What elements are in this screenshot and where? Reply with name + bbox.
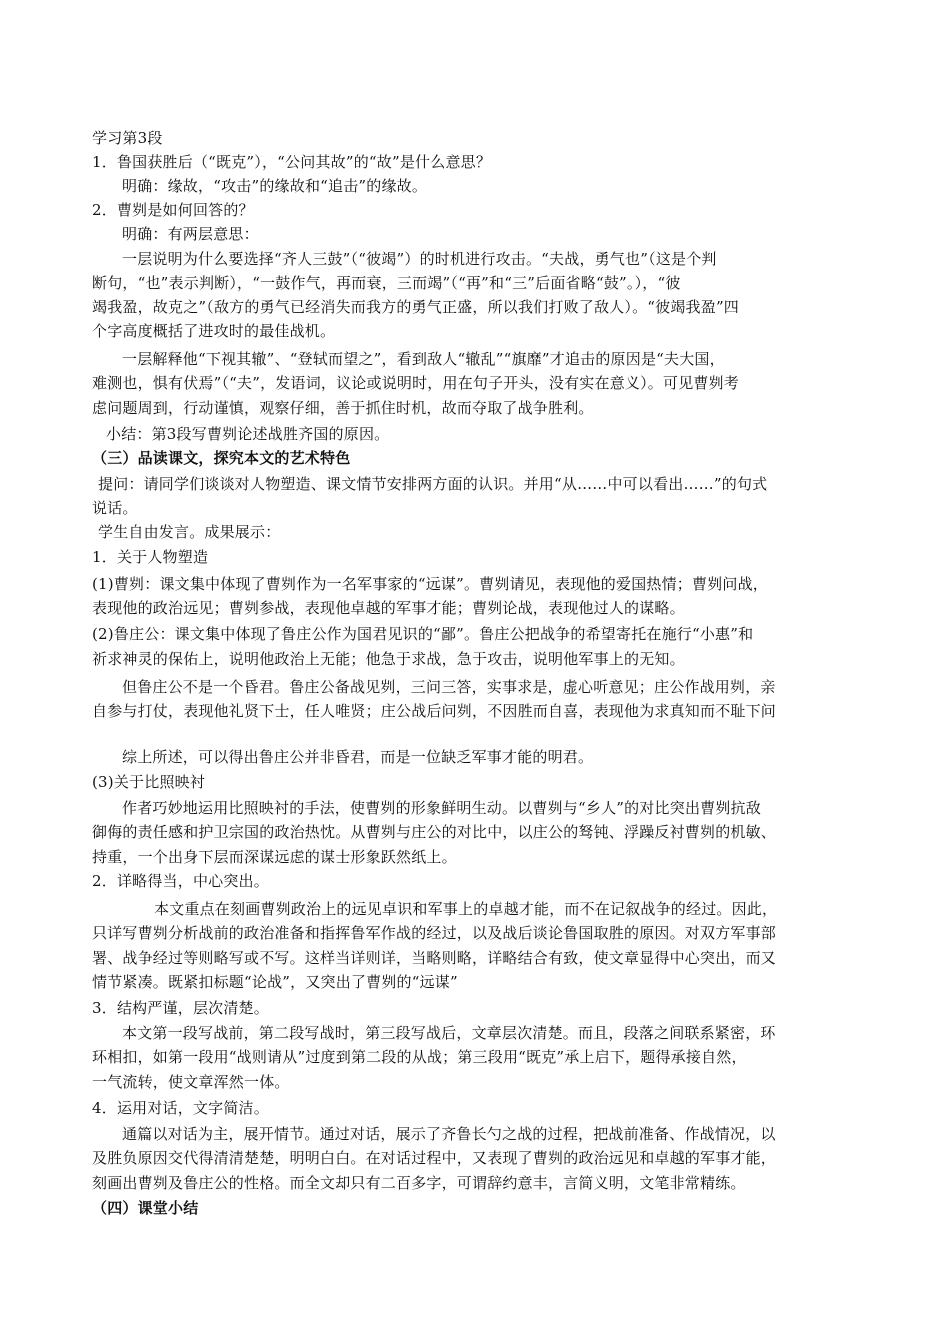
section-heading-4: （四）课堂小结 xyxy=(92,1199,199,1217)
paragraph-line: 个字高度概括了进攻时的最佳战机。 xyxy=(92,322,336,340)
paragraph-line: 只详写曹刿分析战前的政治准备和指挥鲁军作战的经过，以及战后谈论鲁国取胜的原因。对双方军事部 xyxy=(92,924,777,942)
paragraph-line: 一气流转，使文章浑然一体。 xyxy=(92,1073,290,1091)
answer-2-intro: 明确：有两层意思： xyxy=(122,225,259,243)
paragraph-line: 但鲁庄公不是一个昏君。鲁庄公备战见刿，三问三答，实事求是，虚心听意见；庄公作战用刿，亲 xyxy=(122,678,776,696)
paragraph-line: 难测也，惧有伏焉”（“夫”，发语词，议论或说明时，用在句子开头，没有实在意义）。可见曹刿考 xyxy=(92,374,740,392)
paragraph-line: (1)曹刿：课文集中体现了曹刿作为一名军事家的“远谋”。曹刿请见，表现他的爱国热情；曹刿问战， xyxy=(92,575,768,593)
subheading: 4．运用对话，文字简洁。 xyxy=(92,1099,269,1117)
question-1: 1．鲁国获胜后（“既克”），“公问其故”的“故”是什么意思？ xyxy=(92,153,492,171)
paragraph-line: 持重，一个出身下层而深谋远虑的谋士形象跃然纸上。 xyxy=(92,848,457,866)
section-heading-3: （三）品读课文，探究本文的艺术特色 xyxy=(92,449,351,467)
subheading: 2．详略得当，中心突出。 xyxy=(92,872,269,890)
paragraph-line: 刻画出曹刿及鲁庄公的性格。而全文却只有二百多字，可谓辞约意丰，言简义明，文笔非常精练。 xyxy=(92,1174,746,1192)
paragraph-line: 表现他的政治远见；曹刿参战，表现他卓越的军事才能；曹刿论战，表现他过人的谋略。 xyxy=(92,599,685,617)
section-heading: 学习第3段 xyxy=(92,129,163,147)
question-2: 2．曹刿是如何回答的？ xyxy=(92,201,254,219)
paragraph-line: 本文重点在刻画曹刿政治上的远见卓识和军事上的卓越才能，而不在记叙战争的经过。因此， xyxy=(154,900,778,918)
paragraph-line: 通篇以对话为主，展开情节。通过对话，展示了齐鲁长勺之战的过程，把战前准备、作战情况，以 xyxy=(122,1125,776,1143)
paragraph-line: 及胜负原因交代得清清楚楚，明明白白。在对话过程中，又表现了曹刿的政治远见和卓越的军事才能， xyxy=(92,1149,777,1167)
paragraph-line: 本文第一段写战前，第二段写战时，第三段写战后，文章层次清楚。而且，段落之间联系紧密，环 xyxy=(122,1024,776,1042)
paragraph-line: 虑问题周到，行动谨慎，观察仔细，善于抓住时机，故而夺取了战争胜利。 xyxy=(92,399,594,417)
paragraph-line: 作者巧妙地运用比照映衬的手法，使曹刿的形象鲜明生动。以曹刿与“乡人”的对比突出曹刿抗敌 xyxy=(122,799,761,817)
paragraph-line: 说话。 xyxy=(92,499,138,517)
paragraph-line: 署、战争经过等则略写或不写。这样当详则详，当略则略，详略结合有致，使文章显得中心突出，而又 xyxy=(92,949,777,967)
subheading: (3)关于比照映衬 xyxy=(92,773,206,791)
summary-line: 小结：第3段写曹刿论述战胜齐国的原因。 xyxy=(106,425,390,443)
paragraph-line: 一层说明为什么要选择“齐人三鼓”（“彼竭”）的时机进行攻击。“夫战，勇气也”（这是个判 xyxy=(122,250,717,268)
paragraph-line: 一层解释他“下视其辙”、“登轼而望之”，看到敌人“辙乱”“旗靡”才追击的原因是“夫大国， xyxy=(122,350,725,368)
paragraph-line: 竭我盈，故克之”（敌方的勇气已经消失而我方的勇气正盛，所以我们打败了敌人）。“彼竭我盈”四 xyxy=(92,298,740,316)
paragraph-line: 提问：请同学们谈谈对人物塑造、课文情节安排两方面的认识。并用“从……中可以看出……”的句式 xyxy=(98,475,768,493)
paragraph-line: 环相扣，如第一段用“战则请从”过度到第二段的从战；第三段用“既克”承上启下，题得承接自然， xyxy=(92,1048,747,1066)
paragraph-line: 自参与打仗，表现他礼贤下士，任人唯贤；庄公战后问刿，不因胜而自喜，表现他为求真知而不耻下问 xyxy=(92,702,777,720)
paragraph-line: 情节紧凑。既紧扣标题“论战”，又突出了曹刿的“远谋” xyxy=(92,973,458,991)
paragraph-line: 断句，“也”表示判断），“一鼓作气，再而衰，三而竭”（“再”和“三”后面省略“鼓”。），“彼 xyxy=(92,274,681,292)
paragraph-line: 综上所述，可以得出鲁庄公并非昏君，而是一位缺乏军事才能的明君。 xyxy=(122,748,594,766)
paragraph-line: 御侮的责任感和护卫宗国的政治热忱。从曹刿与庄公的对比中，以庄公的驽钝、浮躁反衬曹刿的机敏、 xyxy=(92,823,777,841)
paragraph-line: (2)鲁庄公：课文集中体现了鲁庄公作为国君见识的“鄙”。鲁庄公把战争的希望寄托在施行“小惠”和 xyxy=(92,625,754,643)
answer-1: 明确：缘故，“攻击”的缘故和“追击”的缘故。 xyxy=(122,177,428,195)
subheading: 1．关于人物塑造 xyxy=(92,548,209,566)
paragraph-line: 学生自由发言。成果展示： xyxy=(98,523,281,541)
subheading: 3．结构严谨，层次清楚。 xyxy=(92,999,269,1017)
paragraph-line: 祈求神灵的保佑上，说明他政治上无能；他急于求战，急于攻击，说明他军事上的无知。 xyxy=(92,650,685,668)
